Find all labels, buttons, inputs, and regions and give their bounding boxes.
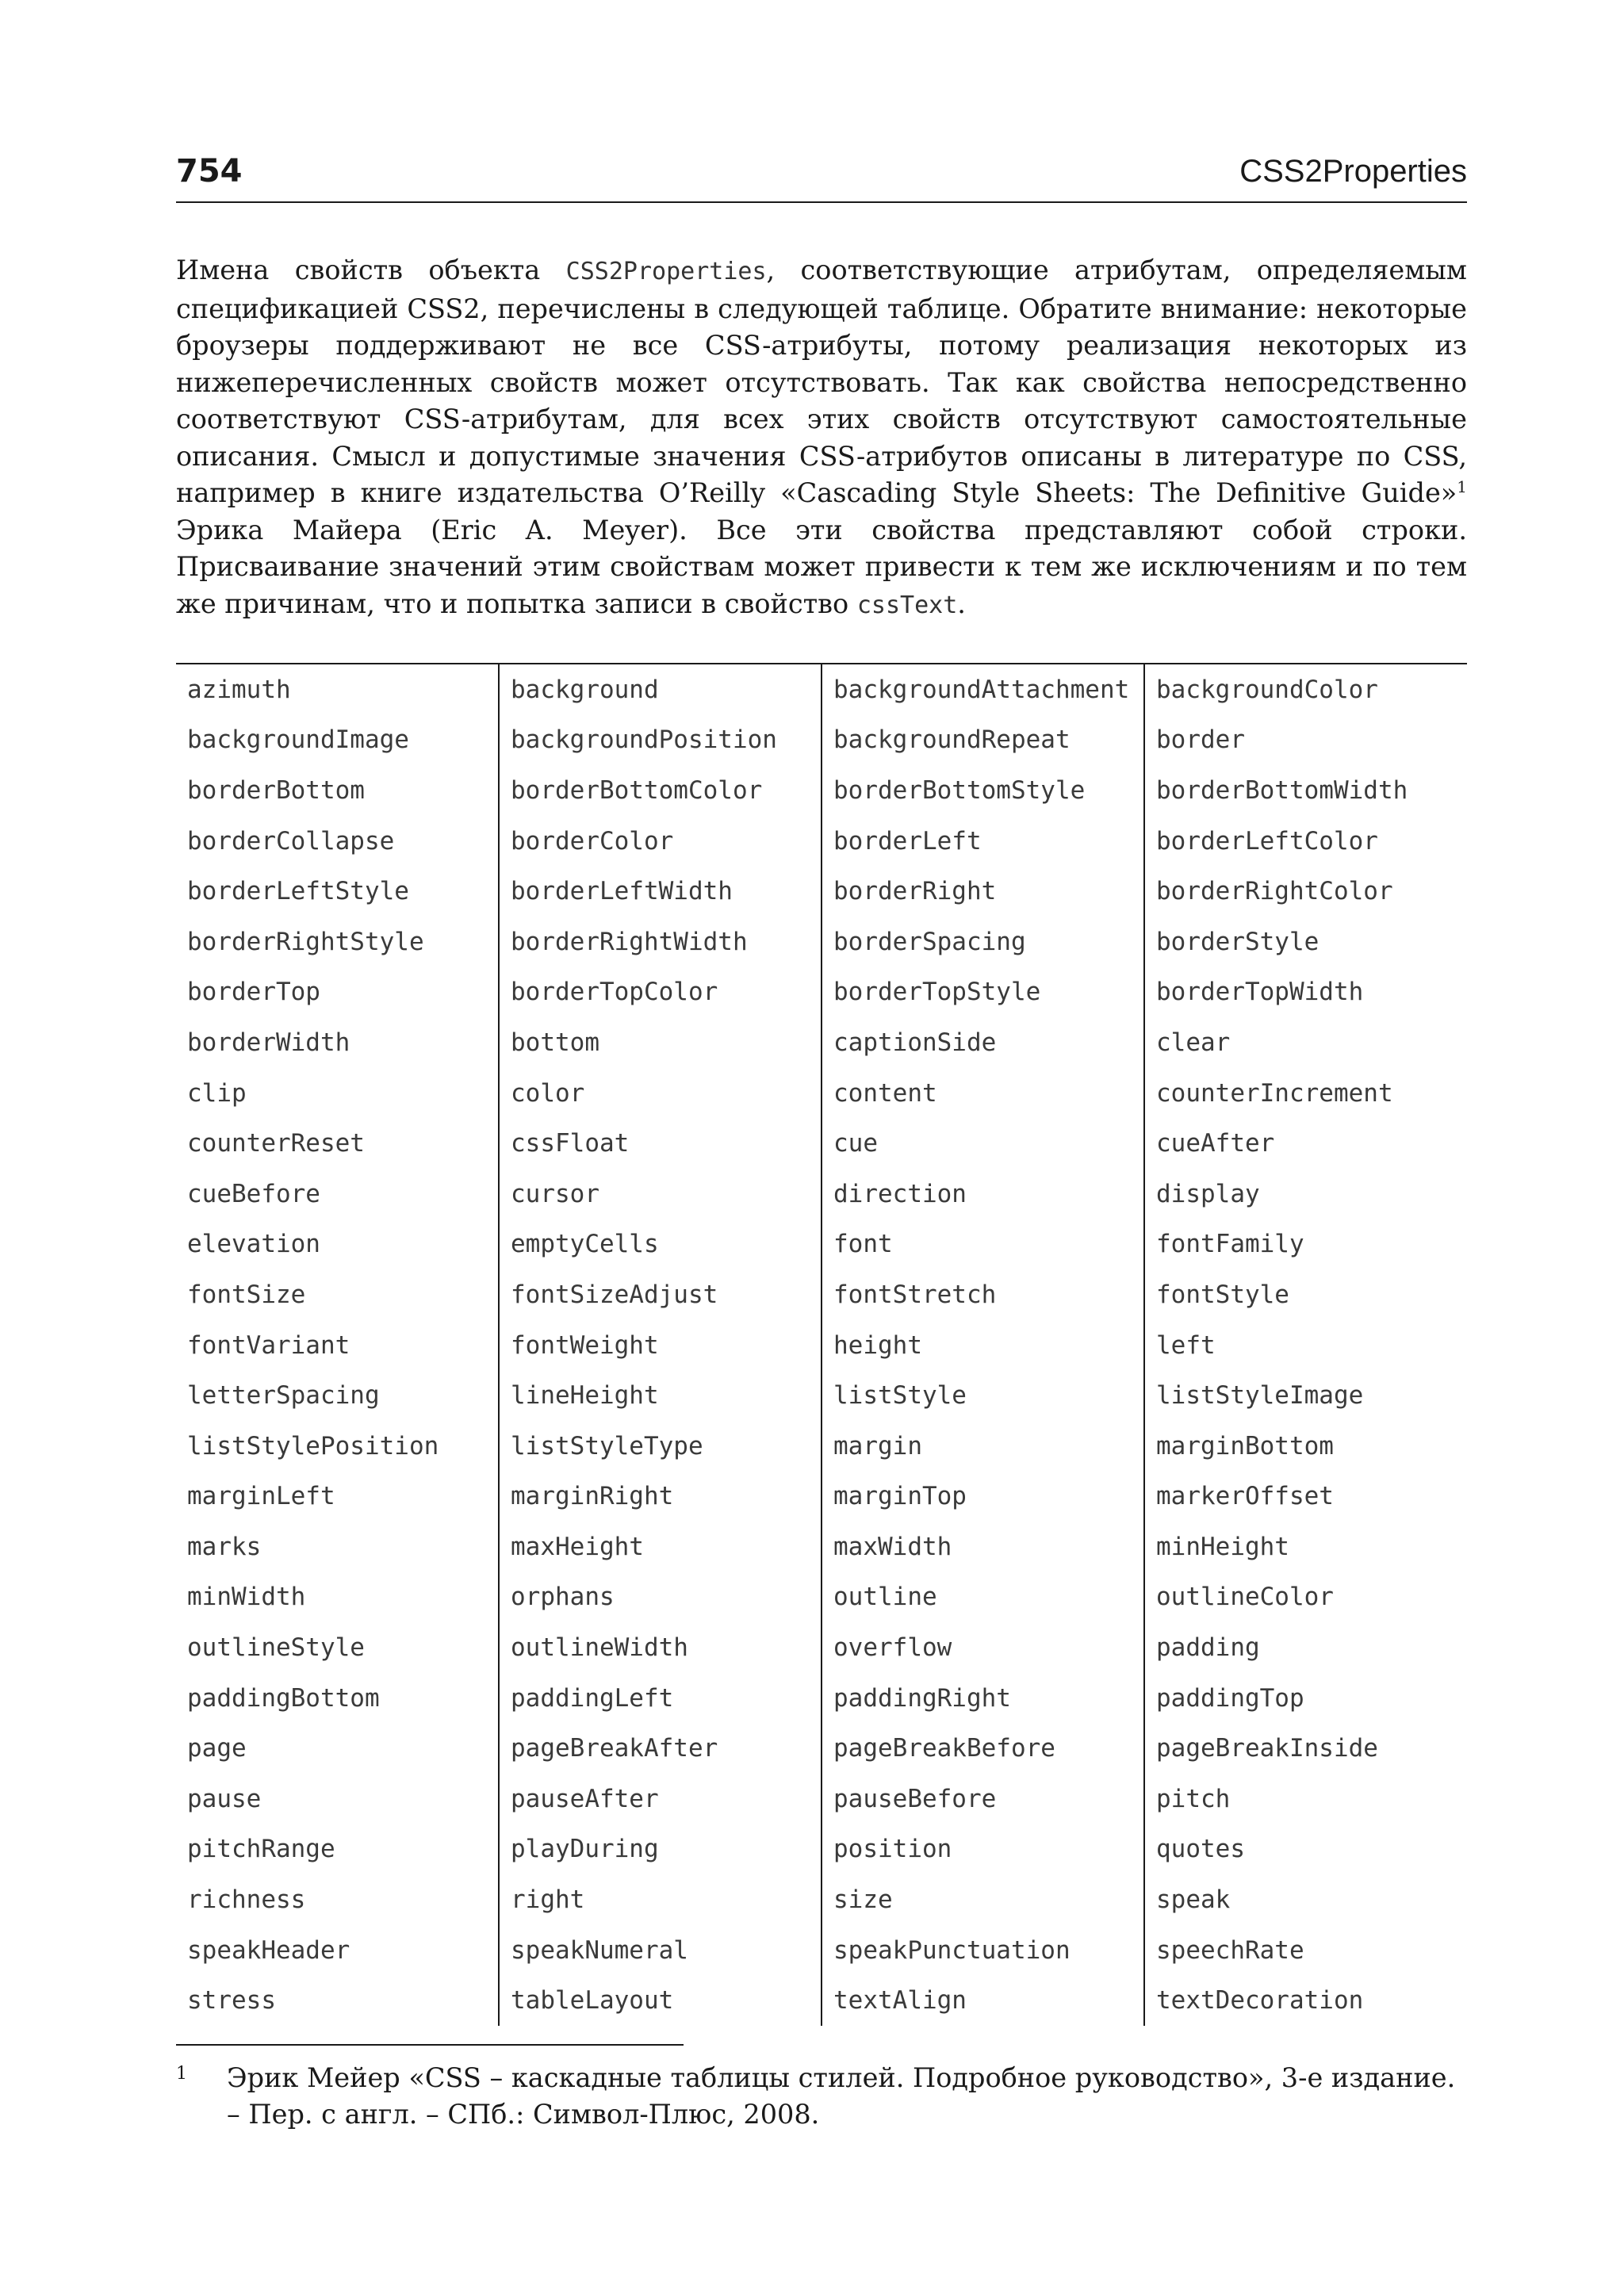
property-cell: padding [1144, 1622, 1467, 1673]
intro-paragraph [176, 252, 1467, 624]
property-cell: textDecoration [1144, 1975, 1467, 2026]
css-properties-table [176, 663, 1467, 2026]
property-cell: direction [822, 1169, 1144, 1219]
footnote [176, 2060, 1467, 2133]
table-row [176, 816, 1467, 867]
property-cell: listStylePosition [187, 1431, 439, 1460]
table-row [176, 1723, 1467, 1774]
property-cell: borderTopStyle [822, 967, 1144, 1018]
property-cell: marginTop [822, 1472, 1144, 1522]
property-cell: borderBottomStyle [822, 765, 1144, 816]
property-cell: color [499, 1068, 822, 1119]
table-row [176, 1421, 1467, 1472]
property-cell: fontFamily [1144, 1219, 1467, 1270]
table-row [176, 1925, 1467, 1976]
intro-text-1: Имена свойств объекта [176, 255, 566, 285]
property-cell: marginLeft [187, 1482, 335, 1511]
footnote-divider [176, 2044, 684, 2046]
property-cell: background [499, 664, 822, 715]
property-cell: height [822, 1320, 1144, 1371]
css-properties-table-body [176, 664, 1467, 2026]
table-row [176, 1370, 1467, 1421]
running-title: CSS2Properties [1239, 154, 1467, 189]
property-cell: borderLeftWidth [499, 866, 822, 917]
property-cell: cueBefore [187, 1179, 320, 1208]
property-cell: pageBreakInside [1144, 1723, 1467, 1774]
property-cell: speakHeader [187, 1935, 350, 1965]
property-cell: fontSizeAdjust [499, 1269, 822, 1320]
property-cell: listStyleImage [1144, 1370, 1467, 1421]
property-cell: borderLeftStyle [187, 877, 409, 906]
property-cell: clip [187, 1078, 247, 1108]
property-cell: azimuth [187, 675, 291, 704]
table-row [176, 1572, 1467, 1623]
property-cell: paddingLeft [499, 1673, 822, 1724]
footnote-mark: 1 [176, 2064, 187, 2084]
property-cell: maxWidth [822, 1522, 1144, 1572]
property-cell: stress [187, 1986, 276, 2015]
property-cell: margin [822, 1421, 1144, 1472]
property-cell: paddingRight [822, 1673, 1144, 1724]
table-row [176, 1017, 1467, 1068]
property-cell: fontWeight [499, 1320, 822, 1371]
property-cell: borderRightWidth [499, 917, 822, 967]
table-row [176, 1522, 1467, 1572]
property-cell: orphans [499, 1572, 822, 1623]
property-cell: marginRight [499, 1472, 822, 1522]
property-cell: borderBottom [187, 775, 365, 805]
property-cell: outlineColor [1144, 1572, 1467, 1623]
property-cell: backgroundRepeat [822, 715, 1144, 766]
table-row [176, 1874, 1467, 1925]
property-cell: content [822, 1068, 1144, 1119]
table-row [176, 866, 1467, 917]
property-cell: borderTopColor [499, 967, 822, 1018]
property-cell: font [822, 1219, 1144, 1270]
property-cell: emptyCells [499, 1219, 822, 1270]
table-row [176, 1219, 1467, 1270]
property-cell: captionSide [822, 1017, 1144, 1068]
property-cell: borderRightStyle [187, 927, 424, 956]
property-cell: overflow [822, 1622, 1144, 1673]
table-row [176, 1118, 1467, 1169]
property-cell: display [1144, 1169, 1467, 1219]
property-cell: marks [187, 1532, 262, 1561]
property-cell: pause [187, 1784, 262, 1813]
property-cell: pageBreakBefore [822, 1723, 1144, 1774]
property-cell: borderBottomColor [499, 765, 822, 816]
intro-code-csstext: cssText [856, 591, 958, 619]
page-number: 754 [176, 153, 243, 189]
property-cell: speechRate [1144, 1925, 1467, 1976]
property-cell: pageBreakAfter [499, 1723, 822, 1774]
table-row [176, 715, 1467, 766]
property-cell: fontVariant [187, 1330, 350, 1360]
property-cell: fontSize [187, 1280, 306, 1309]
table-row [176, 664, 1467, 715]
property-cell: borderTopWidth [1144, 967, 1467, 1018]
property-cell: maxHeight [499, 1522, 822, 1572]
intro-code-css2properties: CSS2Properties [565, 258, 767, 285]
property-cell: outline [822, 1572, 1144, 1623]
intro-text-4: . [957, 588, 966, 619]
property-cell: borderLeftColor [1144, 816, 1467, 867]
intro-text-2: , соответствующие атрибутам, определяемым спецификацией CSS2, перечислены в следующей таблице. Обратите внимание: некоторые броузеры поддерживают не все CSS-атрибуты, потому реализация некоторых из нижеперечисленных свойств может отсутствовать. Так как свойства непосредственно соответствуют CSS-атрибутам, для всех этих свойств отсутствуют самостоятельные описания. Смысл и допустимые значения CSS-атрибутов описаны в литературе по CSS, например в книге издательства O’Reilly «Cascading Style Sheets: The Definitive Guide» [176, 255, 1467, 508]
property-cell: fontStretch [822, 1269, 1144, 1320]
property-cell: borderSpacing [822, 917, 1144, 967]
table-row [176, 1068, 1467, 1119]
table-row [176, 1622, 1467, 1673]
property-cell: borderWidth [187, 1028, 350, 1057]
property-cell: markerOffset [1144, 1472, 1467, 1522]
property-cell: minWidth [187, 1583, 306, 1612]
property-cell: page [187, 1734, 247, 1763]
property-cell: border [1144, 715, 1467, 766]
property-cell: backgroundPosition [499, 715, 822, 766]
property-cell: cssFloat [499, 1118, 822, 1169]
property-cell: lineHeight [499, 1370, 822, 1421]
property-cell: outlineStyle [187, 1633, 365, 1663]
property-cell: playDuring [499, 1824, 822, 1875]
property-cell: tableLayout [499, 1975, 822, 2026]
property-cell: borderRightColor [1144, 866, 1467, 917]
table-row [176, 1673, 1467, 1724]
property-cell: clear [1144, 1017, 1467, 1068]
property-cell: speakPunctuation [822, 1925, 1144, 1976]
table-row [176, 1975, 1467, 2026]
table-row [176, 917, 1467, 967]
property-cell: outlineWidth [499, 1622, 822, 1673]
property-cell: marginBottom [1144, 1421, 1467, 1472]
property-cell: paddingBottom [187, 1683, 380, 1713]
property-cell: cue [822, 1118, 1144, 1169]
table-row [176, 1472, 1467, 1522]
footnote-text: Эрик Мейер «CSS – каскадные таблицы стилей. Подробное руководство», 3-е издание. – Пер. с англ. – СПб.: Символ-Плюс, 2008. [227, 2062, 1456, 2130]
property-cell: position [822, 1824, 1144, 1875]
table-row [176, 1169, 1467, 1219]
property-cell: speakNumeral [499, 1925, 822, 1976]
property-cell: borderColor [499, 816, 822, 867]
property-cell: elevation [187, 1230, 320, 1259]
property-cell: quotes [1144, 1824, 1467, 1875]
property-cell: left [1144, 1320, 1467, 1371]
table-row [176, 967, 1467, 1018]
property-cell: borderLeft [822, 816, 1144, 867]
footnote-reference[interactable]: 1 [1457, 477, 1467, 496]
property-cell: backgroundImage [187, 725, 409, 755]
property-cell: listStyle [822, 1370, 1144, 1421]
property-cell: letterSpacing [187, 1381, 380, 1411]
property-cell: cursor [499, 1169, 822, 1219]
property-cell: speak [1144, 1874, 1467, 1925]
property-cell: pitchRange [187, 1835, 335, 1864]
property-cell: pauseBefore [822, 1774, 1144, 1824]
property-cell: pitch [1144, 1774, 1467, 1824]
property-cell: fontStyle [1144, 1269, 1467, 1320]
table-row [176, 1774, 1467, 1824]
table-row [176, 1320, 1467, 1371]
table-row [176, 1269, 1467, 1320]
property-cell: counterReset [187, 1129, 365, 1158]
page-header [176, 149, 1467, 203]
property-cell: pauseAfter [499, 1774, 822, 1824]
property-cell: backgroundAttachment [822, 664, 1144, 715]
table-row [176, 765, 1467, 816]
intro-text-3: Эрика Майера (Eric A. Meyer). Все эти свойства представляют собой строки. Присваивание значений этим свойствам может привести к тем же исключениям и по тем же причинам, что и попытка записи в свойство [176, 514, 1467, 619]
property-cell: paddingTop [1144, 1673, 1467, 1724]
property-cell: richness [187, 1885, 306, 1915]
property-cell: cueAfter [1144, 1118, 1467, 1169]
table-row [176, 1824, 1467, 1875]
property-cell: right [499, 1874, 822, 1925]
property-cell: textAlign [822, 1975, 1144, 2026]
property-cell: borderRight [822, 866, 1144, 917]
property-cell: minHeight [1144, 1522, 1467, 1572]
property-cell: size [822, 1874, 1144, 1925]
property-cell: counterIncrement [1144, 1068, 1467, 1119]
property-cell: listStyleType [499, 1421, 822, 1472]
property-cell: borderTop [187, 978, 320, 1007]
property-cell: bottom [499, 1017, 822, 1068]
property-cell: borderStyle [1144, 917, 1467, 967]
property-cell: backgroundColor [1144, 664, 1467, 715]
property-cell: borderCollapse [187, 826, 395, 856]
property-cell: borderBottomWidth [1144, 765, 1467, 816]
